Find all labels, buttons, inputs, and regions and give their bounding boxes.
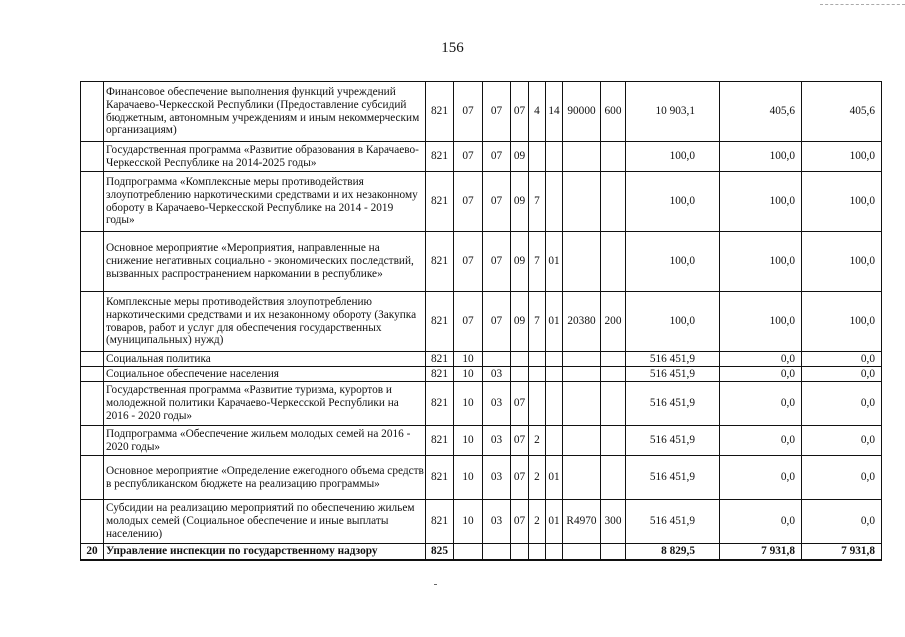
cell-s3: 0,0	[802, 352, 882, 367]
cell-name: Государственная программа «Развитие образования в Карачаево-Черкесской Республике на 2014-2025 годы»	[104, 142, 426, 172]
cell-name: Социальная политика	[104, 352, 426, 367]
cell-idx	[81, 352, 104, 367]
cell-s3: 100,0	[802, 142, 882, 172]
cell-idx	[81, 456, 104, 500]
cell-c4: 90000	[563, 82, 601, 142]
cell-s3: 405,6	[802, 82, 882, 142]
cell-pr	[483, 352, 511, 367]
cell-name: Комплексные меры противодействия злоупотреблению наркотическими средствами и их незаконному обороту (Закупка товаров, работ и услуг для обеспечения государственных (муниципальных) нужд)	[104, 292, 426, 352]
cell-idx	[81, 232, 104, 292]
cell-s1: 516 451,9	[626, 426, 720, 456]
cell-idx	[81, 426, 104, 456]
cell-s3: 100,0	[802, 172, 882, 232]
cell-s2: 0,0	[720, 382, 802, 426]
table-row	[81, 352, 882, 367]
cell-s2: 0,0	[720, 456, 802, 500]
cell-c3	[546, 142, 563, 172]
cell-pr: 03	[483, 382, 511, 426]
cell-c2	[529, 142, 546, 172]
scan-edge-line	[820, 4, 905, 5]
cell-c2: 4	[529, 82, 546, 142]
cell-c3	[546, 544, 563, 560]
cell-s3: 7 931,8	[802, 544, 882, 560]
cell-ved: 821	[426, 382, 454, 426]
cell-pr: 07	[483, 172, 511, 232]
cell-c4	[563, 352, 601, 367]
cell-s1: 10 903,1	[626, 82, 720, 142]
cell-c4	[563, 232, 601, 292]
cell-s3: 0,0	[802, 367, 882, 382]
table-body	[81, 82, 882, 560]
cell-s1: 516 451,9	[626, 382, 720, 426]
cell-s2: 0,0	[720, 426, 802, 456]
cell-c4	[563, 367, 601, 382]
cell-pr: 03	[483, 367, 511, 382]
cell-name: Основное мероприятие «Мероприятия, направленные на снижение негативных социально - экономических последствий, вызванных распространением наркомании в республике»	[104, 232, 426, 292]
table-row	[81, 172, 882, 232]
cell-c2	[529, 382, 546, 426]
cell-s2: 7 931,8	[720, 544, 802, 560]
cell-c3	[546, 382, 563, 426]
cell-s3: 0,0	[802, 500, 882, 544]
cell-pr: 07	[483, 292, 511, 352]
cell-ved: 821	[426, 352, 454, 367]
table-row	[81, 544, 882, 560]
cell-s2: 100,0	[720, 232, 802, 292]
cell-ved: 821	[426, 172, 454, 232]
cell-idx	[81, 382, 104, 426]
cell-s1: 516 451,9	[626, 500, 720, 544]
cell-c4	[563, 426, 601, 456]
cell-rz: 10	[454, 382, 483, 426]
cell-c2: 7	[529, 232, 546, 292]
cell-c2: 7	[529, 292, 546, 352]
cell-s2: 100,0	[720, 292, 802, 352]
cell-s2: 0,0	[720, 352, 802, 367]
cell-s3: 100,0	[802, 292, 882, 352]
cell-c2: 7	[529, 172, 546, 232]
cell-s2: 0,0	[720, 500, 802, 544]
cell-c4	[563, 544, 601, 560]
table-row	[81, 456, 882, 500]
cell-c3	[546, 352, 563, 367]
cell-c3	[546, 172, 563, 232]
cell-name: Субсидии на реализацию мероприятий по обеспечению жильем молодых семей (Социальное обеспечение и иные выплаты населению)	[104, 500, 426, 544]
cell-c1: 07	[511, 500, 529, 544]
cell-rz	[454, 544, 483, 560]
cell-c2: 2	[529, 426, 546, 456]
cell-s1: 8 829,5	[626, 544, 720, 560]
cell-ved: 821	[426, 456, 454, 500]
table-row	[81, 426, 882, 456]
cell-vr	[601, 232, 626, 292]
cell-pr	[483, 544, 511, 560]
cell-c4	[563, 142, 601, 172]
cell-c1	[511, 367, 529, 382]
table-row	[81, 500, 882, 544]
page-number: 156	[441, 40, 464, 56]
cell-s2: 100,0	[720, 172, 802, 232]
cell-vr	[601, 367, 626, 382]
cell-ved: 821	[426, 500, 454, 544]
cell-ved: 821	[426, 142, 454, 172]
cell-c1: 09	[511, 142, 529, 172]
cell-pr: 07	[483, 142, 511, 172]
cell-c3: 01	[546, 500, 563, 544]
cell-ved: 821	[426, 367, 454, 382]
cell-ved: 821	[426, 82, 454, 142]
cell-idx: 20	[81, 544, 104, 560]
cell-s1: 100,0	[626, 292, 720, 352]
cell-c4: 20380	[563, 292, 601, 352]
cell-s1: 100,0	[626, 172, 720, 232]
cell-c2: 2	[529, 456, 546, 500]
cell-ved: 825	[426, 544, 454, 560]
cell-rz: 07	[454, 82, 483, 142]
cell-rz: 10	[454, 456, 483, 500]
cell-s1: 100,0	[626, 232, 720, 292]
cell-pr: 07	[483, 232, 511, 292]
cell-rz: 07	[454, 142, 483, 172]
cell-s1: 516 451,9	[626, 456, 720, 500]
cell-ved: 821	[426, 232, 454, 292]
cell-s2: 405,6	[720, 82, 802, 142]
cell-vr	[601, 142, 626, 172]
cell-vr	[601, 352, 626, 367]
cell-rz: 10	[454, 352, 483, 367]
cell-c1: 07	[511, 426, 529, 456]
cell-idx	[81, 500, 104, 544]
cell-c2	[529, 367, 546, 382]
cell-c1: 09	[511, 292, 529, 352]
cell-vr	[601, 382, 626, 426]
cell-rz: 10	[454, 367, 483, 382]
cell-c4: R4970	[563, 500, 601, 544]
cell-idx	[81, 172, 104, 232]
cell-idx	[81, 82, 104, 142]
cell-c2: 2	[529, 500, 546, 544]
cell-name: Государственная программа «Развитие туризма, курортов и молодежной политики Карачаево-Черкесской Республики на 2016 - 2020 годы»	[104, 382, 426, 426]
table-row	[81, 232, 882, 292]
cell-s2: 100,0	[720, 142, 802, 172]
cell-c1: 09	[511, 232, 529, 292]
cell-c2	[529, 352, 546, 367]
cell-s1: 516 451,9	[626, 367, 720, 382]
cell-vr	[601, 172, 626, 232]
cell-c3	[546, 426, 563, 456]
cell-rz: 10	[454, 500, 483, 544]
cell-c1	[511, 352, 529, 367]
cell-vr	[601, 426, 626, 456]
cell-idx	[81, 367, 104, 382]
cell-ved: 821	[426, 426, 454, 456]
cell-c1: 07	[511, 382, 529, 426]
cell-vr: 300	[601, 500, 626, 544]
cell-rz: 07	[454, 232, 483, 292]
cell-c4	[563, 382, 601, 426]
cell-pr: 03	[483, 500, 511, 544]
cell-name: Финансовое обеспечение выполнения функций учреждений Карачаево-Черкесской Республики (Предоставление субсидий бюджетным, автономным учреждениям и иным некоммерческим организациям)	[104, 82, 426, 142]
cell-name: Социальное обеспечение населения	[104, 367, 426, 382]
cell-s2: 0,0	[720, 367, 802, 382]
cell-name: Основное мероприятие «Определение ежегодного объема средств в республиканском бюджете на реализацию программы»	[104, 456, 426, 500]
cell-name: Управление инспекции по государственному надзору	[104, 544, 426, 560]
cell-vr: 600	[601, 82, 626, 142]
cell-c3: 01	[546, 456, 563, 500]
cell-c1	[511, 544, 529, 560]
cell-c2	[529, 544, 546, 560]
cell-rz: 07	[454, 292, 483, 352]
table-row	[81, 367, 882, 382]
cell-idx	[81, 292, 104, 352]
cell-c1: 07	[511, 82, 529, 142]
cell-c3: 01	[546, 292, 563, 352]
cell-vr: 200	[601, 292, 626, 352]
cell-vr	[601, 456, 626, 500]
cell-ved: 821	[426, 292, 454, 352]
cell-pr: 03	[483, 456, 511, 500]
table-row	[81, 142, 882, 172]
table-row	[81, 382, 882, 426]
cell-s3: 0,0	[802, 456, 882, 500]
cell-c3	[546, 367, 563, 382]
cell-c3: 14	[546, 82, 563, 142]
cell-c3: 01	[546, 232, 563, 292]
cell-rz: 10	[454, 426, 483, 456]
cell-c1: 09	[511, 172, 529, 232]
cell-s3: 0,0	[802, 426, 882, 456]
cell-rz: 07	[454, 172, 483, 232]
cell-pr: 07	[483, 82, 511, 142]
cell-pr: 03	[483, 426, 511, 456]
cell-c4	[563, 172, 601, 232]
cell-s3: 100,0	[802, 232, 882, 292]
scan-speck	[434, 584, 437, 585]
table-row	[81, 82, 882, 142]
cell-s3: 0,0	[802, 382, 882, 426]
cell-name: Подпрограмма «Обеспечение жильем молодых семей на 2016 - 2020 годы»	[104, 426, 426, 456]
cell-vr	[601, 544, 626, 560]
table-row	[81, 292, 882, 352]
budget-table	[80, 81, 882, 561]
cell-s1: 516 451,9	[626, 352, 720, 367]
cell-c1: 07	[511, 456, 529, 500]
cell-c4	[563, 456, 601, 500]
cell-idx	[81, 142, 104, 172]
cell-name: Подпрограмма «Комплексные меры противодействия злоупотреблению наркотическими средствами и их незаконному обороту в Карачаево-Черкесской Республике на 2014 - 2019 годы»	[104, 172, 426, 232]
cell-s1: 100,0	[626, 142, 720, 172]
